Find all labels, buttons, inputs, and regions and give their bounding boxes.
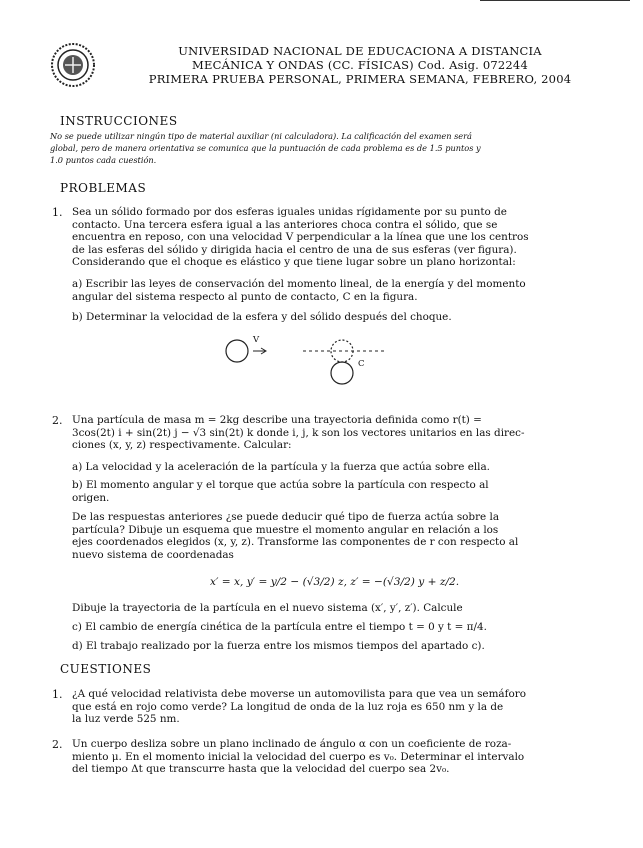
problems-title: PROBLEMAS <box>60 181 147 195</box>
text-line: nuevo sistema de coordenadas <box>72 548 234 561</box>
problem-2-trajectory: Dibuje la trayectoria de la partícula en el nuevo sistema (x′, y′, z′). Calcule <box>72 602 463 614</box>
text-line: Una partícula de masa m = 2kg describe una trayectoria definida como r(t) = <box>72 414 482 426</box>
text-line: contacto. Una tercera esfera igual a las anteriores choca contra el sólido, que se <box>72 218 498 231</box>
question-2-text <box>72 738 620 776</box>
text-line: que está en rojo como verde? La longitud de onda de la luz roja es 650 nm y la de <box>72 700 504 713</box>
instructions-line: global, pero de manera orientativa se comunica que la puntuación de cada problema es de 1.5 puntos y <box>50 143 481 153</box>
incoming-sphere <box>226 340 248 362</box>
problem-1-text <box>72 206 620 269</box>
problem-2-part-b <box>72 479 620 504</box>
problem-2-part-c: c) El cambio de energía cinética de la partícula entre el tiempo t = 0 y t = π/4. <box>72 621 487 633</box>
text-line: miento μ. En el momento inicial la velocidad del cuerpo es v₀. Determinar el intervalo <box>72 750 525 763</box>
text-line: Considerando que el choque es elástico y que tiene lugar sobre un plano horizontal: <box>72 256 516 269</box>
problem-1-part-b: b) Determinar la velocidad de la esfera y del sólido después del choque. <box>72 311 452 323</box>
coordinate-transform-equation: x′ = x, y′ = y/2 − (√3/2) z, z′ = −(√3/2) y + z/2. <box>210 576 460 588</box>
text-line: De las respuestas anteriores ¿se puede deducir qué tipo de fuerza actúa sobre la <box>72 511 500 523</box>
text-line: b) El momento angular y el torque que actúa sobre la partícula con respecto al <box>72 479 489 491</box>
university-seal-icon <box>50 42 96 88</box>
question-number: 1. <box>52 688 63 701</box>
questions-title: CUESTIONES <box>60 662 152 676</box>
text-line: encuentra en reposo, con una velocidad V perpendicular a la línea que une los centros <box>72 231 529 244</box>
text-line: la luz verde 525 nm. <box>72 713 180 726</box>
text-line: del tiempo Δt que transcurre hasta que la velocidad del cuerpo sea 2v₀. <box>72 763 450 776</box>
question-number: 2. <box>52 738 63 751</box>
text-line: ejes coordenados elegidos (x, y, z). Transforme las componentes de r con respecto al <box>72 536 519 549</box>
problem-2-part-d: d) El trabajo realizado por la fuerza entre los mismos tiempos del apartado c). <box>72 640 485 652</box>
text-line: ciones (x, y, z) respectivamente. Calcular: <box>72 439 292 452</box>
header-university: UNIVERSIDAD NACIONAL DE EDUCACIONA A DISTANCIA <box>178 44 542 58</box>
problem-2-question <box>72 511 620 561</box>
solid-sphere-bottom <box>331 362 353 384</box>
question-1-text <box>72 688 620 726</box>
text-line: ¿A qué velocidad relativista debe moverse un automovilista para que vea un semáforo <box>72 688 526 700</box>
label-v: V <box>253 335 260 345</box>
instructions-line: No se puede utilizar ningún tipo de material auxiliar (ni calculadora). La calificación del examen será <box>50 131 472 141</box>
problem-2-text <box>72 414 620 452</box>
problem-2-part-a: a) La velocidad y la aceleración de la partícula y la fuerza que actúa sobre ella. <box>72 461 490 473</box>
text-line: 3cos(2t) i + sin(2t) j − √3 sin(2t) k donde i, j, k son los vectores unitarios en las direc- <box>72 426 525 439</box>
collision-figure <box>215 335 395 395</box>
instructions-title: INSTRUCCIONES <box>60 114 178 128</box>
header-course: MECÁNICA Y ONDAS (CC. FÍSICAS) Cod. Asig. 072244 <box>192 58 528 72</box>
problem-number: 2. <box>52 414 63 427</box>
text-line: Un cuerpo desliza sobre un plano inclinado de ángulo α con un coeficiente de roza- <box>72 738 512 750</box>
text-line: origen. <box>72 491 110 504</box>
text-line: partícula? Dibuje un esquema que muestre el momento angular en relación a los <box>72 523 499 536</box>
text-line: angular del sistema respecto al punto de contacto, C en la figura. <box>72 290 418 303</box>
problem-number: 1. <box>52 206 63 219</box>
instructions-line: 1.0 puntos cada cuestión. <box>50 155 157 165</box>
text-line: a) Escribir las leyes de conservación del momento lineal, de la energía y del momento <box>72 278 526 290</box>
text-line: de las esferas del sólido y dirigida hacia el centro de una de sus esferas (ver figura). <box>72 243 517 256</box>
top-rule <box>480 0 630 1</box>
problem-1-part-a <box>72 278 620 303</box>
text-line: Sea un sólido formado por dos esferas iguales unidas rígidamente por su punto de <box>72 206 507 218</box>
label-c: C <box>358 359 365 369</box>
header-exam: PRIMERA PRUEBA PERSONAL, PRIMERA SEMANA, FEBRERO, 2004 <box>148 72 572 86</box>
